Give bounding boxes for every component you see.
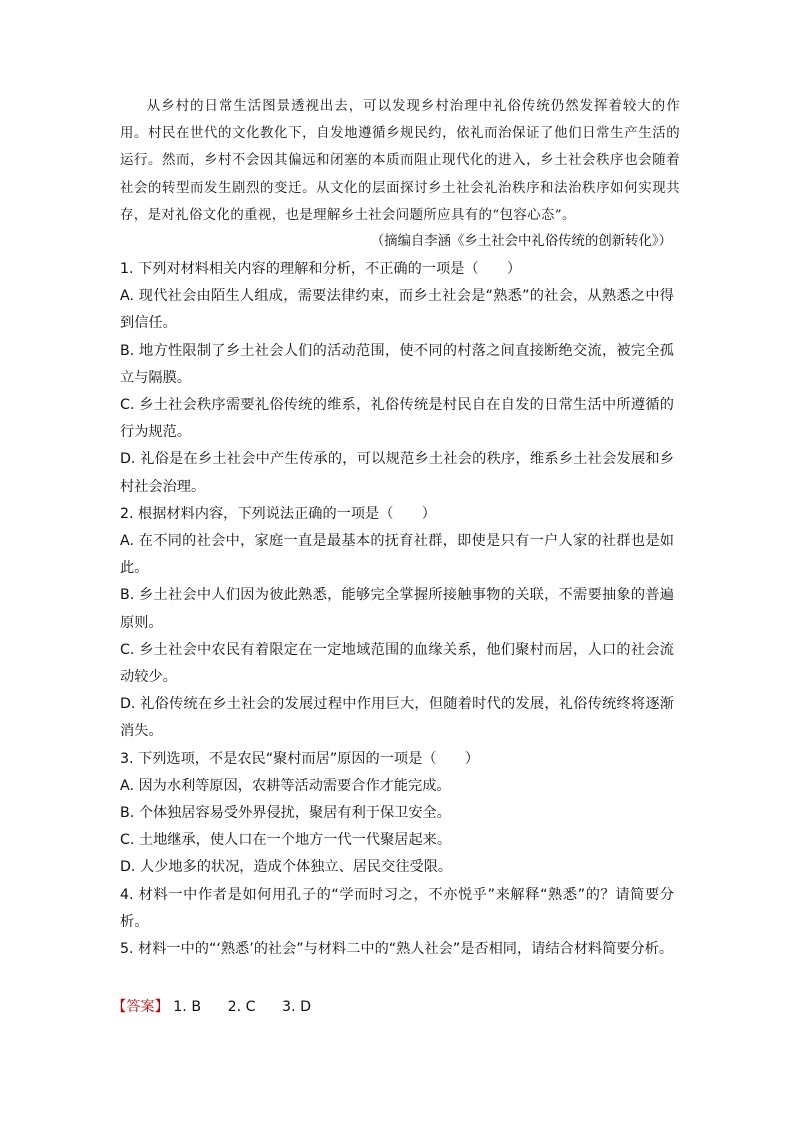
question-1-option-c: C. 乡土社会秩序需要礼俗传统的维系，礼俗传统是村民自在自发的日常生活中所遵循的行为规范。 xyxy=(120,397,674,441)
answer-item-1: 1. B xyxy=(173,999,202,1015)
question-2-option-b: B. 乡土社会中人们因为彼此熟悉，能够完全掌握所接触事物的关联，不需要抽象的普遍原则。 xyxy=(120,587,674,631)
question-2-option-c: C. 乡土社会中农民有着限定在一定地域范围的血缘关系，他们聚村而居，人口的社会流动较少。 xyxy=(120,641,674,686)
question-3-option-a: A. 因为水利等原因，农耕等活动需要合作才能完成。 xyxy=(120,777,451,794)
question-2-option-a: A. 在不同的社会中，家庭一直是最基本的抚育社群，即使是只有一户人家的社群也是如此。 xyxy=(120,533,674,577)
question-2-stem: 2. 根据材料内容，下列说法正确的一项是（ ） xyxy=(120,505,436,522)
question-list xyxy=(120,256,674,963)
question-4-stem: 4. 材料一中作者是如何用孔子的“学而时习之，不亦悦乎”来解释“熟悉”的？请简要分析。 xyxy=(120,886,674,930)
reading-passage xyxy=(120,93,680,229)
question-3-stem: 3. 下列选项，不是农民“聚村而居”原因的一项是（ ） xyxy=(120,750,480,767)
question-1-stem: 1. 下列对材料相关内容的理解和分析，不正确的一项是（ ） xyxy=(120,261,522,277)
question-5-stem: 5. 材料一中的“‘熟悉’的社会”与材料二中的“熟人社会”是否相同，请结合材料简要分析。 xyxy=(120,941,674,958)
question-1-option-a: A. 现代社会由陌生人组成，需要法律约束，而乡土社会是“熟悉”的社会，从熟悉之中得到信任。 xyxy=(120,288,674,332)
question-2-option-d: D. 礼俗传统在乡土社会的发展过程中作用巨大，但随着时代的发展，礼俗传统终将逐渐消失。 xyxy=(120,696,674,740)
passage-source: （摘编自李涵《乡土社会中礼俗传统的创新转化》） xyxy=(370,234,672,249)
question-1-option-d: D. 礼俗是在乡土社会中产生传承的，可以规范乡土社会的秩序，维系乡土社会发展和乡村社会治理。 xyxy=(120,451,674,495)
answer-item-3: 3. D xyxy=(282,999,312,1015)
answer-line xyxy=(112,994,333,1021)
question-3-option-b: B. 个体独居容易受外界侵扰，聚居有利于保卫安全。 xyxy=(120,805,451,822)
question-3-option-d: D. 人少地多的状况，造成个体独立、居民交往受限。 xyxy=(120,859,453,876)
answer-item-2: 2. C xyxy=(227,999,256,1015)
question-1-option-b: B. 地方性限制了乡土社会人们的活动范围，使不同的村落之间直接断绝交流，被完全孤立与隔膜。 xyxy=(120,342,674,386)
answer-label: 【答案】 xyxy=(112,999,169,1015)
question-3-option-c: C. 土地继承，使人口在一个地方一代一代聚居起来。 xyxy=(120,832,452,849)
passage-paragraph: 从乡村的日常生活图景透视出去，可以发现乡村治理中礼俗传统仍然发挥着较大的作用。村民在世代的文化教化下，自发地遵循乡规民约，依礼而治保证了他们日常生产生活的运行。然而，乡村不会因其偏远和闭塞的本质而阻止现代化的进入，乡土社会秩序也会随着社会的转型而发生剧烈的变迁。从文化的层面探讨乡土社会礼治秩序和法治秩序如何实现共存，是对礼俗文化的重视，也是理解乡土社会问题所应具有的“包容心态”。 xyxy=(120,99,680,223)
